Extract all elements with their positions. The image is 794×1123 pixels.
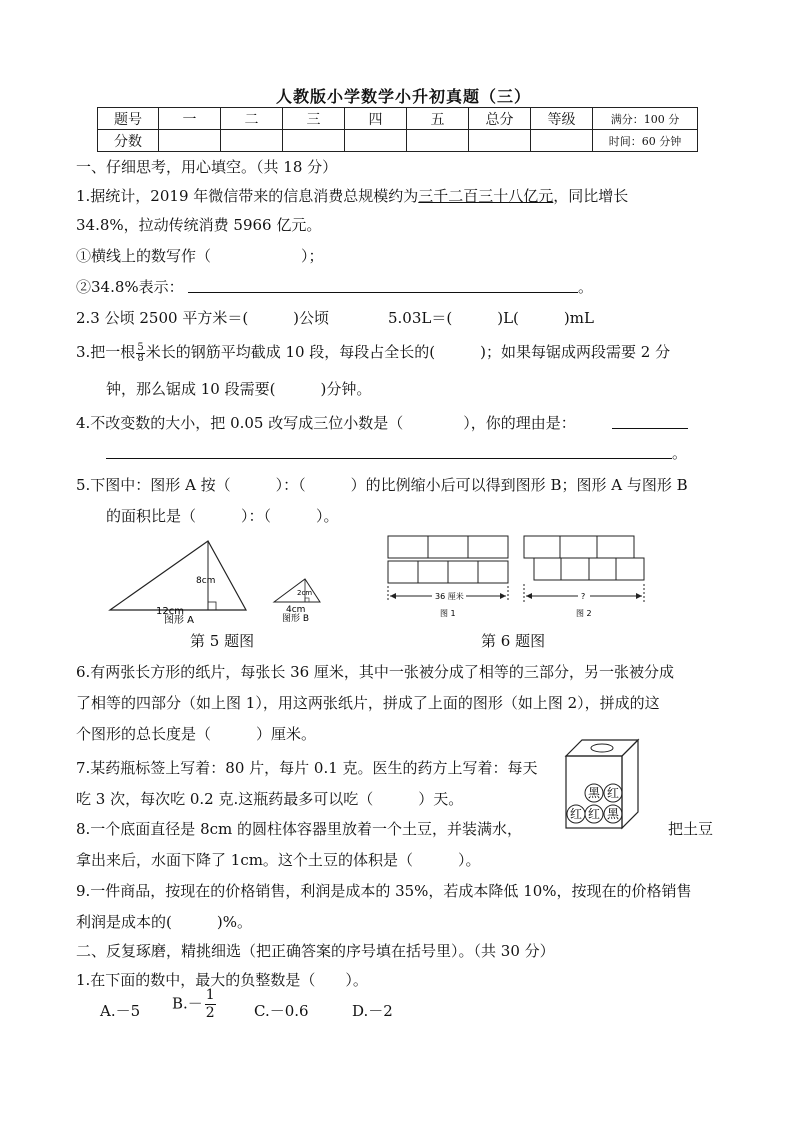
q1-line1 <box>76 185 628 206</box>
q6-line2: 了相等的四部分（如上图 1），用这两张纸片，拼成了上面的图形（如上图 2），拼成的这 <box>76 694 660 712</box>
full-marks-cell: 满分：100 分 <box>593 108 698 130</box>
ball-label: 红 <box>588 807 601 821</box>
score-table-score-row <box>98 130 698 152</box>
q4-end: 。 <box>672 444 688 462</box>
q6-line1: 6.有两张长方形的纸片，每张长 36 厘米，其中一张被分成了相等的三部分，另一张被分成 <box>76 663 674 681</box>
q8-line2[interactable]: 拿出来后，水面下降了 1cm。这个土豆的体积是（ ）。 <box>76 851 481 869</box>
score-input-cell[interactable] <box>283 130 345 152</box>
q1-text: ，同比增长 <box>553 187 629 205</box>
fraction-numerator: 5 <box>137 341 144 353</box>
section2-heading: 二、反复琢磨，精挑细选（把正确答案的序号填在括号里）。（共 30 分） <box>76 942 555 960</box>
q3-text: 米长的钢筋平均截成 10 段，每段占全长的( )；如果每锯成两段需要 2 分 <box>145 343 671 361</box>
q3-fraction <box>136 343 144 364</box>
ball-box-figure <box>564 738 640 830</box>
score-table <box>97 107 698 152</box>
q3-line1[interactable] <box>76 341 670 364</box>
q1-sub1[interactable]: ①横线上的数写作（ ）； <box>76 247 324 265</box>
triangle-a-base-label: 12cm <box>156 606 184 617</box>
q2-part1[interactable]: 2.3 公顷 2500 平方米＝( )公顷 <box>76 309 330 327</box>
q8-line1: 8.一个底面直径是 8cm 的圆柱体容器里放着一个土豆，并装满水， <box>76 820 523 838</box>
q8-line1-end: 把土豆 <box>668 820 714 838</box>
q1-text: 1.据统计，2019 年微信带来的信息消费总规模约为 <box>76 187 419 205</box>
fig1-label: 图 1 <box>440 609 456 618</box>
q7-line1: 7.某药瓶标签上写着：80 片，每片 0.1 克。医生的药方上写着：每天 <box>76 759 538 777</box>
q4-line1[interactable]: 4.不改变数的大小，把 0.05 改写成三位小数是（ ），你的理由是： <box>76 414 576 432</box>
score-table-header-row <box>98 108 698 130</box>
score-input-cell[interactable] <box>221 130 283 152</box>
fig2-length-label: ? <box>581 592 586 601</box>
q2-part2[interactable]: 5.03L＝( )L( )mL <box>388 309 594 327</box>
strip-three-parts <box>388 536 508 558</box>
score-input-cell[interactable] <box>531 130 593 152</box>
q1-line2: 34.8%，拉动传统消费 5966 亿元。 <box>76 216 322 234</box>
q9-line2[interactable]: 利润是成本的( )%。 <box>76 913 252 931</box>
option-b-fraction <box>205 987 216 1022</box>
q1-sub2: ②34.8%表示： <box>76 278 184 296</box>
score-cell: 三 <box>283 108 345 130</box>
right-angle-mark <box>208 602 216 610</box>
q4-answer-line[interactable] <box>612 428 688 429</box>
q5-line1[interactable]: 5.下图中：图形 A 按（ ）：（ ）的比例缩小后可以得到图形 B；图形 A 与图形 B <box>76 476 688 494</box>
arrow-right <box>636 593 642 599</box>
fig2-top-strip <box>524 536 634 558</box>
q1-underlined-number: 三千二百三十八亿元 <box>418 187 554 205</box>
triangle-b-label: 图形 B <box>282 614 310 624</box>
score-input-cell[interactable] <box>159 130 221 152</box>
box-top <box>566 740 638 756</box>
figure5 <box>108 538 338 624</box>
score-input-cell[interactable] <box>407 130 469 152</box>
q7-line2[interactable]: 吃 3 次，每次吃 0.2 克.这瓶药最多可以吃（ ）天。 <box>76 790 464 808</box>
s2-q1-option-d[interactable]: D.－2 <box>352 1002 393 1020</box>
q3-line2[interactable]: 钟，那么锯成 10 段需要( )分钟。 <box>106 380 372 398</box>
ball-label: 红 <box>607 786 620 800</box>
right-angle-mark <box>305 598 309 602</box>
q4-answer-line-2[interactable] <box>106 458 672 459</box>
arrow-left <box>526 593 532 599</box>
s2-q1-option-b[interactable] <box>172 987 218 1022</box>
fraction-numerator: 1 <box>205 987 215 1003</box>
q5-line2[interactable]: 的面积比是（ ）：（ ）。 <box>106 507 339 525</box>
triangle-a-height-label: 8cm <box>196 576 216 586</box>
page-title: 人教版小学数学小升初真题（三） <box>276 87 532 106</box>
arrow-left <box>390 593 396 599</box>
q1-answer-line[interactable] <box>188 292 578 293</box>
score-input-cell[interactable] <box>469 130 531 152</box>
triangle-b-base-label: 4cm <box>286 605 306 615</box>
section1-heading: 一、仔细思考，用心填空。（共 18 分） <box>76 158 338 176</box>
ball-label: 黑 <box>588 786 601 800</box>
score-cell: 四 <box>345 108 407 130</box>
box-side <box>622 740 638 828</box>
q9-line1: 9.一件商品，按现在的价格销售，利润是成本的 35%，若成本降低 10%，按现在的价格销售 <box>76 882 692 900</box>
option-b-prefix: B.－ <box>172 994 203 1013</box>
q3-text: 3.把一根 <box>76 343 136 361</box>
score-cell: 分数 <box>98 130 159 152</box>
triangle-a-label: 图形 A <box>164 615 195 624</box>
score-cell: 一 <box>159 108 221 130</box>
triangle-b-height-label: 2cm <box>297 589 313 597</box>
time-cell: 时间：60 分钟 <box>593 130 698 152</box>
fraction-denominator: 8 <box>137 352 144 364</box>
score-cell: 二 <box>221 108 283 130</box>
arrow-right <box>500 593 506 599</box>
s2-q1-option-c[interactable]: C.－0.6 <box>254 1002 309 1020</box>
figure6 <box>384 534 650 624</box>
score-cell: 五 <box>407 108 469 130</box>
score-cell: 等级 <box>531 108 593 130</box>
box-opening <box>591 744 613 752</box>
figure5-caption: 第 5 题图 <box>190 632 255 650</box>
s2-q1-stem[interactable]: 1.在下面的数中，最大的负整数是（ ）。 <box>76 971 368 989</box>
score-cell: 总分 <box>469 108 531 130</box>
score-cell: 题号 <box>98 108 159 130</box>
figure6-caption: 第 6 题图 <box>481 632 546 650</box>
fig2-label: 图 2 <box>576 609 592 618</box>
q1-sub2-end: 。 <box>578 278 594 296</box>
fig1-length-label: 36 厘米 <box>435 592 464 601</box>
s2-q1-option-a[interactable]: A.－5 <box>100 1002 141 1020</box>
triangle-a <box>110 541 246 610</box>
ball-label: 黑 <box>607 807 620 821</box>
ball-label: 红 <box>570 807 583 821</box>
score-input-cell[interactable] <box>345 130 407 152</box>
fraction-denominator: 2 <box>205 1005 215 1021</box>
q6-line3[interactable]: 个图形的总长度是（ ）厘米。 <box>76 725 317 743</box>
